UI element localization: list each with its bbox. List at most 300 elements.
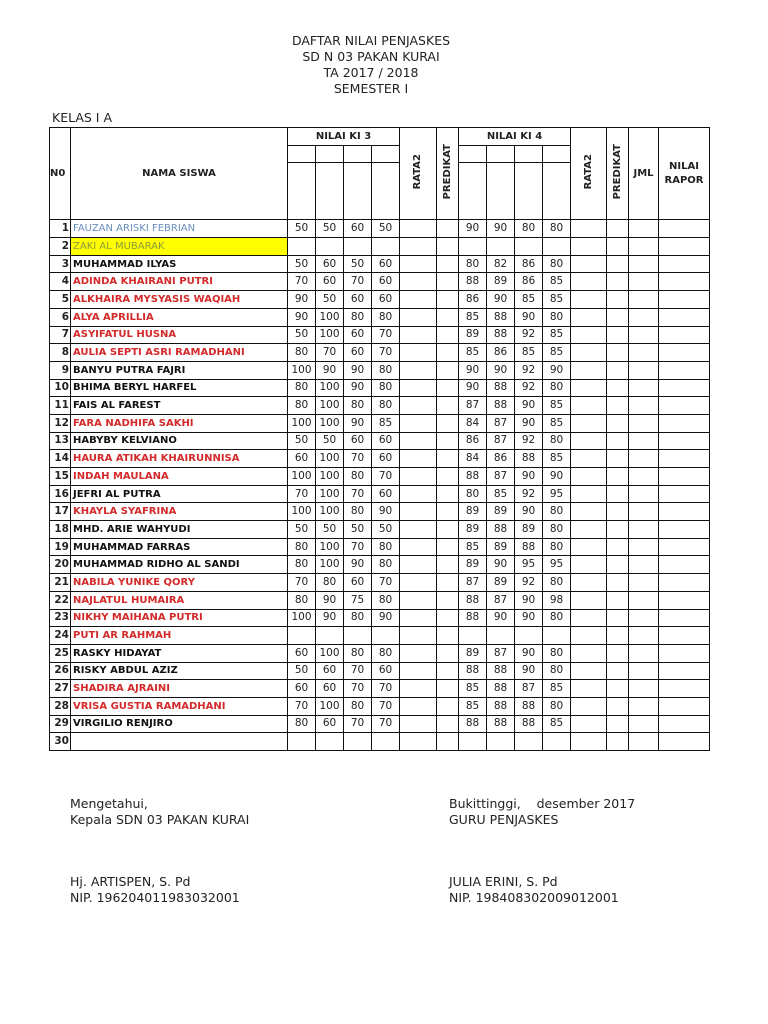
ki4-score: 88 — [459, 662, 487, 680]
jml-cell — [629, 468, 659, 486]
ki3-score: 60 — [372, 485, 400, 503]
footer-teacher-nip: NIP. 198408302009012001 — [449, 890, 619, 905]
ki4-score: 87 — [487, 432, 515, 450]
rata2-ki3-cell — [400, 432, 437, 450]
predikat-ki3-cell — [437, 715, 459, 733]
student-name: FAUZAN ARISKI FEBRIAN — [71, 220, 288, 238]
row-number: 21 — [50, 574, 71, 592]
ki3-score: 70 — [372, 468, 400, 486]
ki3-score: 70 — [344, 450, 372, 468]
predikat-ki3-cell — [437, 538, 459, 556]
predikat-ki3-cell — [437, 733, 459, 751]
ki3-score: 50 — [288, 255, 316, 273]
jml-cell — [629, 308, 659, 326]
nilai-rapor-cell — [659, 662, 710, 680]
ki3-score: 70 — [344, 538, 372, 556]
ki3-score: 80 — [372, 397, 400, 415]
jml-cell — [629, 627, 659, 645]
ki4-score: 89 — [459, 521, 487, 539]
student-name: INDAH MAULANA — [71, 468, 288, 486]
rata2-ki4-cell — [571, 485, 607, 503]
ki4-score: 88 — [459, 591, 487, 609]
ki4-score: 85 — [459, 308, 487, 326]
ki4-score: 85 — [459, 344, 487, 362]
row-number: 25 — [50, 644, 71, 662]
predikat-ki4-cell — [607, 680, 629, 698]
ki3-score: 50 — [288, 521, 316, 539]
student-name: RASKY HIDAYAT — [71, 644, 288, 662]
ki4-score: 80 — [543, 609, 571, 627]
predikat-ki4-cell — [607, 627, 629, 645]
ki4-score: 85 — [543, 450, 571, 468]
jml-cell — [629, 255, 659, 273]
ki4-score: 92 — [515, 361, 543, 379]
ki3-score: 70 — [344, 715, 372, 733]
subheader-cell — [487, 163, 515, 220]
rata2-ki3-cell — [400, 662, 437, 680]
ki4-score — [515, 627, 543, 645]
predikat-ki4-cell — [607, 414, 629, 432]
ki3-score: 80 — [344, 609, 372, 627]
rata2-ki3-cell — [400, 326, 437, 344]
predikat-ki3-cell — [437, 609, 459, 627]
footer-place-date: Bukittinggi, desember 2017 — [449, 796, 636, 811]
ki3-score: 50 — [344, 521, 372, 539]
ki3-score: 70 — [344, 485, 372, 503]
footer-teacher-name: JULIA ERINI, S. Pd — [449, 874, 558, 889]
ki3-score: 50 — [316, 220, 344, 238]
nilai-rapor-cell — [659, 255, 710, 273]
doc-title: DAFTAR NILAI PENJASKES — [291, 33, 451, 48]
ki3-score: 100 — [316, 697, 344, 715]
ki3-score: 90 — [344, 556, 372, 574]
table-row — [50, 450, 710, 468]
predikat-ki4-cell — [607, 574, 629, 592]
row-number: 12 — [50, 414, 71, 432]
ki4-score: 85 — [487, 485, 515, 503]
nilai-rapor-cell — [659, 521, 710, 539]
ki3-score: 60 — [372, 255, 400, 273]
ki3-score — [288, 733, 316, 751]
rata2-ki4-cell — [571, 238, 607, 256]
ki4-score: 88 — [515, 450, 543, 468]
ki3-score: 50 — [316, 521, 344, 539]
row-number: 18 — [50, 521, 71, 539]
rata2-ki3-cell — [400, 468, 437, 486]
rata2-ki4-cell — [571, 503, 607, 521]
row-number: 7 — [50, 326, 71, 344]
predikat-ki3-cell — [437, 627, 459, 645]
ki4-score: 80 — [543, 379, 571, 397]
ki4-score — [543, 238, 571, 256]
table-row — [50, 662, 710, 680]
ki4-score: 89 — [459, 556, 487, 574]
ki4-score: 85 — [543, 397, 571, 415]
ki3-score — [316, 238, 344, 256]
student-name: ALKHAIRA MYSYASIS WAQIAH — [71, 291, 288, 309]
ki3-score: 50 — [288, 432, 316, 450]
ki3-score: 100 — [316, 450, 344, 468]
ki3-score: 60 — [316, 273, 344, 291]
table-row — [50, 326, 710, 344]
row-number: 26 — [50, 662, 71, 680]
nilai-rapor-cell — [659, 556, 710, 574]
ki4-score — [515, 238, 543, 256]
predikat-ki4-cell — [607, 644, 629, 662]
table-row — [50, 521, 710, 539]
ki3-score: 60 — [316, 680, 344, 698]
ki4-score: 89 — [487, 574, 515, 592]
ki3-score: 70 — [316, 344, 344, 362]
ki3-score: 70 — [344, 273, 372, 291]
ki3-score: 70 — [372, 574, 400, 592]
nilai-rapor-cell — [659, 697, 710, 715]
ki4-score: 82 — [487, 255, 515, 273]
ki4-score: 90 — [515, 591, 543, 609]
ki3-score: 100 — [316, 468, 344, 486]
jml-cell — [629, 697, 659, 715]
ki3-score: 90 — [316, 591, 344, 609]
predikat-ki4-cell — [607, 344, 629, 362]
student-name: ADINDA KHAIRANI PUTRI — [71, 273, 288, 291]
ki4-score — [459, 627, 487, 645]
student-name: MUHAMMAD ILYAS — [71, 255, 288, 273]
ki4-score: 90 — [515, 308, 543, 326]
rata2-ki4-cell — [571, 379, 607, 397]
rata2-ki4-cell — [571, 733, 607, 751]
ki4-score: 80 — [543, 220, 571, 238]
jml-cell — [629, 715, 659, 733]
rata2-ki4-cell — [571, 255, 607, 273]
ki4-score: 88 — [487, 397, 515, 415]
jml-cell — [629, 273, 659, 291]
table-row — [50, 238, 710, 256]
ki4-score: 88 — [487, 662, 515, 680]
predikat-ki4-cell — [607, 468, 629, 486]
ki3-score: 80 — [316, 574, 344, 592]
ki3-score: 80 — [344, 644, 372, 662]
predikat-ki3-cell — [437, 255, 459, 273]
row-number: 17 — [50, 503, 71, 521]
ki4-score: 88 — [487, 697, 515, 715]
ki4-score: 90 — [487, 556, 515, 574]
ki3-score: 50 — [288, 662, 316, 680]
table-row — [50, 397, 710, 415]
ki4-score: 86 — [515, 273, 543, 291]
ki3-score: 100 — [316, 379, 344, 397]
ki4-score — [543, 733, 571, 751]
subheader-cell — [459, 163, 487, 220]
row-number: 14 — [50, 450, 71, 468]
subheader-cell — [344, 145, 372, 163]
header-no: N0 — [50, 128, 71, 220]
ki4-score: 89 — [459, 326, 487, 344]
ki3-score: 90 — [372, 503, 400, 521]
ki4-score: 80 — [543, 503, 571, 521]
ki3-score: 85 — [372, 414, 400, 432]
table-row — [50, 627, 710, 645]
ki4-score: 88 — [459, 609, 487, 627]
ki3-score: 50 — [344, 255, 372, 273]
ki3-score: 80 — [288, 715, 316, 733]
ki4-score: 80 — [543, 538, 571, 556]
nilai-rapor-cell — [659, 220, 710, 238]
table-row — [50, 538, 710, 556]
student-name: SHADIRA AJRAINI — [71, 680, 288, 698]
ki3-score: 70 — [372, 680, 400, 698]
ki4-score: 98 — [543, 591, 571, 609]
header-ki4: NILAI KI 4 — [459, 128, 571, 146]
row-number: 11 — [50, 397, 71, 415]
header-nilai-rapor: NILAI RAPOR — [659, 128, 710, 220]
ki4-score: 90 — [515, 644, 543, 662]
student-name: NAJLATUL HUMAIRA — [71, 591, 288, 609]
school-year: TA 2017 / 2018 — [323, 65, 419, 80]
rata2-ki4-cell — [571, 644, 607, 662]
ki4-score: 88 — [487, 379, 515, 397]
ki3-score: 70 — [288, 485, 316, 503]
ki3-score: 90 — [316, 361, 344, 379]
ki4-score: 90 — [487, 609, 515, 627]
jml-cell — [629, 591, 659, 609]
predikat-ki4-cell — [607, 450, 629, 468]
ki3-score: 60 — [344, 326, 372, 344]
ki4-score: 89 — [487, 538, 515, 556]
table-row — [50, 503, 710, 521]
jml-cell — [629, 344, 659, 362]
nilai-rapor-cell — [659, 468, 710, 486]
table-row — [50, 485, 710, 503]
student-name: MUHAMMAD RIDHO AL SANDI — [71, 556, 288, 574]
predikat-ki3-cell — [437, 556, 459, 574]
table-row — [50, 273, 710, 291]
header-rata2-ki3 — [400, 128, 437, 220]
student-name: MUHAMMAD FARRAS — [71, 538, 288, 556]
nilai-rapor-cell — [659, 538, 710, 556]
ki3-score: 100 — [316, 326, 344, 344]
jml-cell — [629, 326, 659, 344]
ki4-score: 90 — [515, 609, 543, 627]
predikat-ki4-cell — [607, 220, 629, 238]
nilai-rapor-cell — [659, 397, 710, 415]
ki4-score: 87 — [515, 680, 543, 698]
header-ki3: NILAI KI 3 — [288, 128, 400, 146]
ki4-score: 92 — [515, 432, 543, 450]
ki3-score: 80 — [344, 397, 372, 415]
student-name: ZAKI AL MUBARAK — [71, 238, 288, 256]
grades-body — [50, 220, 710, 751]
nilai-rapor-cell — [659, 609, 710, 627]
ki4-score: 80 — [459, 255, 487, 273]
ki4-score: 85 — [459, 680, 487, 698]
header-predikat-ki4 — [607, 128, 629, 220]
semester: SEMESTER I — [333, 81, 409, 96]
ki3-score — [372, 627, 400, 645]
ki3-score — [372, 733, 400, 751]
ki3-score: 80 — [344, 697, 372, 715]
ki4-score — [459, 238, 487, 256]
ki4-score: 90 — [487, 220, 515, 238]
ki4-score: 88 — [487, 326, 515, 344]
rata2-ki4-cell — [571, 521, 607, 539]
rata2-ki3-cell — [400, 680, 437, 698]
subheader-cell — [543, 163, 571, 220]
ki4-score: 86 — [459, 432, 487, 450]
predikat-ki4-cell — [607, 733, 629, 751]
ki4-score: 85 — [543, 715, 571, 733]
ki4-score — [515, 733, 543, 751]
ki4-score: 87 — [487, 644, 515, 662]
row-number: 27 — [50, 680, 71, 698]
rata2-ki4-cell — [571, 432, 607, 450]
rata2-ki4-cell — [571, 291, 607, 309]
ki4-score: 80 — [543, 521, 571, 539]
ki4-score: 86 — [487, 344, 515, 362]
row-number: 3 — [50, 255, 71, 273]
rata2-ki3-cell — [400, 556, 437, 574]
jml-cell — [629, 733, 659, 751]
ki3-score: 100 — [316, 503, 344, 521]
table-row — [50, 220, 710, 238]
predikat-ki4-cell — [607, 255, 629, 273]
grades-table — [49, 127, 710, 751]
predikat-ki4-cell — [607, 379, 629, 397]
predikat-ki3-cell — [437, 291, 459, 309]
table-row — [50, 556, 710, 574]
predikat-ki4-cell — [607, 715, 629, 733]
ki3-score: 50 — [288, 220, 316, 238]
ki4-score: 95 — [543, 556, 571, 574]
jml-cell — [629, 680, 659, 698]
jml-cell — [629, 485, 659, 503]
ki3-score: 100 — [288, 414, 316, 432]
rata2-ki3-cell — [400, 379, 437, 397]
predikat-ki4-cell — [607, 397, 629, 415]
ki3-score: 100 — [316, 397, 344, 415]
ki3-score: 80 — [344, 503, 372, 521]
rata2-ki3-cell — [400, 273, 437, 291]
subheader-cell — [372, 163, 400, 220]
ki4-score: 88 — [515, 715, 543, 733]
predikat-ki3-cell — [437, 521, 459, 539]
ki4-score: 90 — [515, 662, 543, 680]
ki3-score: 50 — [316, 432, 344, 450]
ki3-score: 70 — [344, 680, 372, 698]
ki3-score: 70 — [288, 574, 316, 592]
ki4-score: 89 — [487, 503, 515, 521]
predikat-ki4-cell — [607, 662, 629, 680]
table-row — [50, 361, 710, 379]
ki4-score: 88 — [487, 308, 515, 326]
subheader-cell — [372, 145, 400, 163]
nilai-rapor-cell — [659, 308, 710, 326]
jml-cell — [629, 556, 659, 574]
ki4-score: 80 — [543, 697, 571, 715]
table-row — [50, 468, 710, 486]
rata2-ki4-cell — [571, 697, 607, 715]
ki4-score: 87 — [487, 468, 515, 486]
ki4-score: 88 — [459, 468, 487, 486]
rata2-ki4-cell — [571, 414, 607, 432]
ki3-score: 75 — [344, 591, 372, 609]
ki4-score: 80 — [515, 220, 543, 238]
predikat-ki3-cell — [437, 308, 459, 326]
predikat-ki3-cell — [437, 662, 459, 680]
ki4-score: 92 — [515, 379, 543, 397]
ki4-score: 86 — [515, 255, 543, 273]
student-name: FAIS AL FAREST — [71, 397, 288, 415]
ki4-score: 86 — [459, 291, 487, 309]
ki3-score: 80 — [372, 379, 400, 397]
ki4-score: 87 — [459, 397, 487, 415]
nilai-rapor-cell — [659, 432, 710, 450]
ki4-score: 80 — [543, 644, 571, 662]
ki3-score: 100 — [316, 414, 344, 432]
ki4-score: 89 — [459, 503, 487, 521]
ki4-score: 84 — [459, 450, 487, 468]
rata2-ki3-cell — [400, 291, 437, 309]
ki3-score: 60 — [372, 273, 400, 291]
subheader-cell — [316, 145, 344, 163]
ki4-score: 90 — [459, 220, 487, 238]
rata2-ki4-cell — [571, 609, 607, 627]
ki3-score: 60 — [344, 344, 372, 362]
ki3-score: 80 — [344, 468, 372, 486]
table-row — [50, 255, 710, 273]
rata2-ki4-cell — [571, 397, 607, 415]
subheader-cell — [515, 145, 543, 163]
ki3-score: 60 — [316, 662, 344, 680]
ki3-score — [344, 733, 372, 751]
ki3-score: 100 — [316, 556, 344, 574]
rata2-ki4-cell — [571, 308, 607, 326]
predikat-ki4-cell — [607, 308, 629, 326]
ki3-score: 70 — [344, 662, 372, 680]
student-name: BHIMA BERYL HARFEL — [71, 379, 288, 397]
ki3-score: 60 — [344, 291, 372, 309]
ki4-score: 95 — [543, 485, 571, 503]
predikat-ki3-cell — [437, 503, 459, 521]
ki3-score: 80 — [372, 591, 400, 609]
ki4-score: 88 — [515, 697, 543, 715]
rata2-ki4-cell — [571, 680, 607, 698]
nilai-rapor-cell — [659, 485, 710, 503]
ki3-score: 100 — [316, 485, 344, 503]
rata2-ki3-cell — [400, 238, 437, 256]
table-row — [50, 574, 710, 592]
row-number: 8 — [50, 344, 71, 362]
jml-cell — [629, 538, 659, 556]
rata2-ki4-cell — [571, 220, 607, 238]
ki3-score: 60 — [288, 450, 316, 468]
predikat-ki4-cell — [607, 556, 629, 574]
nilai-rapor-cell — [659, 361, 710, 379]
ki3-score: 100 — [316, 538, 344, 556]
jml-cell — [629, 291, 659, 309]
ki3-score: 80 — [288, 591, 316, 609]
ki4-score: 90 — [459, 379, 487, 397]
jml-cell — [629, 361, 659, 379]
header-rata2-ki4 — [571, 128, 607, 220]
predikat-ki3-cell — [437, 238, 459, 256]
rata2-ki3-cell — [400, 344, 437, 362]
ki3-score: 60 — [316, 255, 344, 273]
ki4-score: 87 — [459, 574, 487, 592]
ki3-score: 70 — [372, 326, 400, 344]
predikat-ki3-cell — [437, 680, 459, 698]
nilai-rapor-cell — [659, 273, 710, 291]
ki4-score: 90 — [487, 361, 515, 379]
